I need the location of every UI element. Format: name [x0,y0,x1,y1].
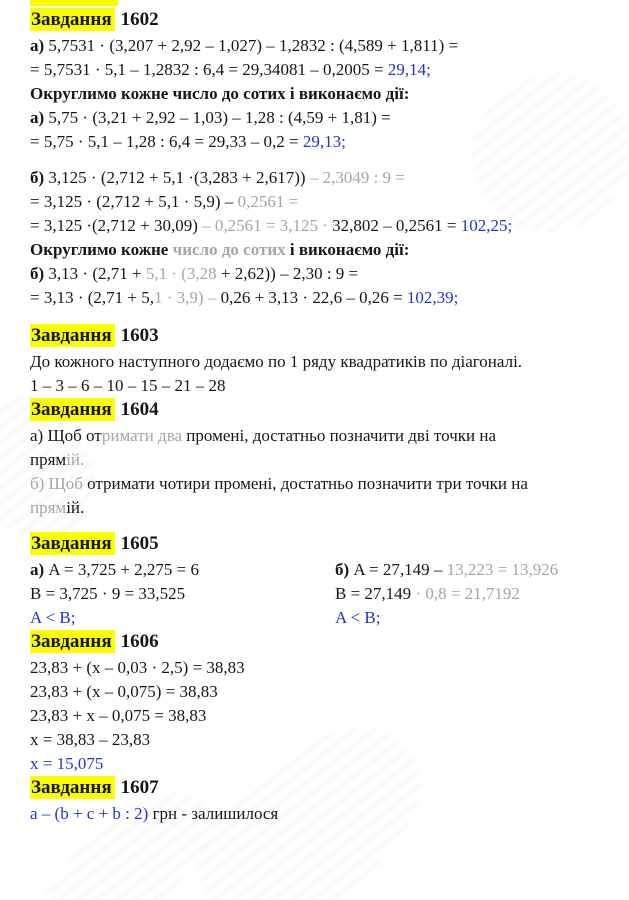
text-segment: б) [30,168,49,187]
text-segment: 1 · 3,9) – [154,288,221,307]
task-header-1606 [30,630,615,654]
task-number: 1604 [120,399,159,420]
text-segment: 23,83 + (x – 0,075) = 38,83 [30,682,218,701]
section-1606 [30,630,615,776]
text-line [30,472,615,496]
text-segment: ій. [66,450,85,469]
task-label-highlight: Завдання [30,630,115,653]
text-segment: 102,25; [460,216,513,235]
section-1602 [30,8,615,310]
text-segment: A < B; [335,608,381,627]
task-body [30,350,615,398]
text-line [30,190,615,214]
text-line [30,680,615,704]
text-line [30,582,335,606]
text-line [30,130,615,154]
task-body-right [335,558,615,630]
text-segment: 29,13; [302,132,346,151]
text-segment: 5,75 · (3,21 + 2,92 – 1,03) – 1,28 : (4,59 + 1,81) = [48,108,391,127]
task-body-left [30,558,335,630]
task-number: 1606 [120,631,159,652]
text-line [30,166,615,190]
text-line [30,262,615,286]
task-header-1607 [30,776,615,800]
text-line [335,606,615,630]
text-segment: Округлимо кожне [30,240,173,259]
text-segment: 5,7531 · (3,207 + 2,92 – 1,027) – 1,2832 : (4,589 + 1,811) = [48,36,459,55]
text-segment: a – (b + c + b : 2) [30,804,149,823]
task-body [30,802,615,826]
text-segment: = 5,7531 · 5,1 – 1,2832 : 6,4 = 29,34081 – 0,2005 = [30,60,388,79]
text-segment: а) Щоб от [30,426,102,445]
text-segment: B = 3,725 · 9 = 33,525 [30,584,186,603]
text-line [30,238,615,262]
text-segment: б) [30,264,49,283]
text-segment: 0,2561 = [237,192,299,211]
text-segment: 3,125 · (2,712 + 5,1 ·(3,283 + 2,617)) [48,168,310,187]
text-line [30,496,615,520]
text-line [30,728,615,752]
text-segment: прям [30,498,67,517]
previous-highlight-remnant [30,0,118,6]
text-line [30,704,615,728]
text-segment: До кожного наступного додаємо по 1 ряду квадратиків по діагоналі. [30,352,523,371]
task-header-1605 [30,532,615,556]
task-body [30,424,615,520]
text-segment: б) [335,560,354,579]
text-segment: = 3,13 · (2,71 + 5, [30,288,154,307]
task-label-highlight: Завдання [30,324,115,347]
text-segment: 3,13 · (2,71 + [48,264,146,283]
text-segment: 5,1 · (3,28 [145,264,221,283]
text-line [30,106,615,130]
task-header-1604 [30,398,615,422]
text-segment: промені, достатньо позначити дві точки на [182,426,496,445]
text-line [30,374,615,398]
text-segment: · 0,8 = 21,7192 [415,584,520,603]
text-segment: б) Щоб [30,474,88,493]
text-line [30,606,335,630]
task-label-highlight: Завдання [30,8,115,31]
text-segment: – 2,3049 : 9 = [309,168,405,187]
task-label-highlight: Завдання [30,776,115,799]
section-1607 [30,776,615,826]
text-segment: 23,83 + x – 0,075 = 38,83 [30,706,207,725]
task-body [30,34,615,310]
text-segment: = 3,125 · (2,712 + 5,1 · 5,9) – [30,192,238,211]
text-segment: x = 15,075 [30,754,104,773]
section-1605 [30,532,615,630]
text-segment: ій. [66,498,85,517]
text-segment: 32,802 – 0,2561 = [332,216,461,235]
text-line [30,286,615,310]
text-line [30,656,615,680]
section-1604 [30,398,615,520]
text-segment: – 0,2561 = 3,125 · [202,216,333,235]
task-header-1602 [30,8,615,32]
text-line [30,424,615,448]
text-segment: грн - залишилося [148,804,279,823]
text-segment: A = 27,149 – [353,560,447,579]
task-number: 1603 [120,325,159,346]
text-line [30,448,615,472]
text-segment: 102,39; [406,288,459,307]
text-line [30,214,615,238]
task-label-highlight: Завдання [30,398,115,421]
task-body [30,656,615,776]
text-segment: = 5,75 · 5,1 – 1,28 : 6,4 = 29,33 – 0,2 = [30,132,303,151]
text-line [30,558,335,582]
text-segment: 1 – 3 – 6 – 10 – 15 – 21 – 28 [30,376,226,395]
text-segment: а) [30,560,49,579]
text-segment: B = 27,149 [335,584,416,603]
section-1603 [30,324,615,398]
text-segment: A < B; [30,608,76,627]
task-number: 1605 [120,533,159,554]
text-line [335,582,615,606]
text-segment: 23,83 + (x – 0,03 · 2,5) = 38,83 [30,658,245,677]
task-label-highlight: Завдання [30,532,115,555]
task-number: 1602 [120,9,159,30]
text-line [30,58,615,82]
text-line [30,82,615,106]
text-segment: 13,223 = 13,926 [446,560,559,579]
text-segment: + 2,62)) – 2,30 : 9 = [220,264,359,283]
spacer [30,154,615,166]
text-line [30,34,615,58]
text-segment: Округлимо кожне число до сотих і виконаємо дії: [30,84,410,103]
text-segment: римати два [101,426,183,445]
text-segment: x = 38,83 – 23,83 [30,730,151,749]
text-line [30,802,615,826]
task-header-1603 [30,324,615,348]
text-line [30,350,615,374]
text-segment: а) [30,108,49,127]
text-line [335,558,615,582]
text-segment: а) [30,36,49,55]
task-number: 1607 [120,777,159,798]
text-segment: прям [30,450,67,469]
text-segment: отримати чотири промені, достатньо позначити три точки на [87,474,528,493]
text-segment: A = 3,725 + 2,275 = 6 [48,560,200,579]
text-segment: 29,14; [387,60,431,79]
text-segment: 0,26 + 3,13 · 22,6 – 0,26 = [220,288,407,307]
two-column-row [30,558,615,630]
text-segment: і виконаємо дії: [285,240,410,259]
text-line [30,752,615,776]
text-segment: = 3,125 ·(2,712 + 30,09) [30,216,203,235]
text-segment: число до сотих [172,240,286,259]
